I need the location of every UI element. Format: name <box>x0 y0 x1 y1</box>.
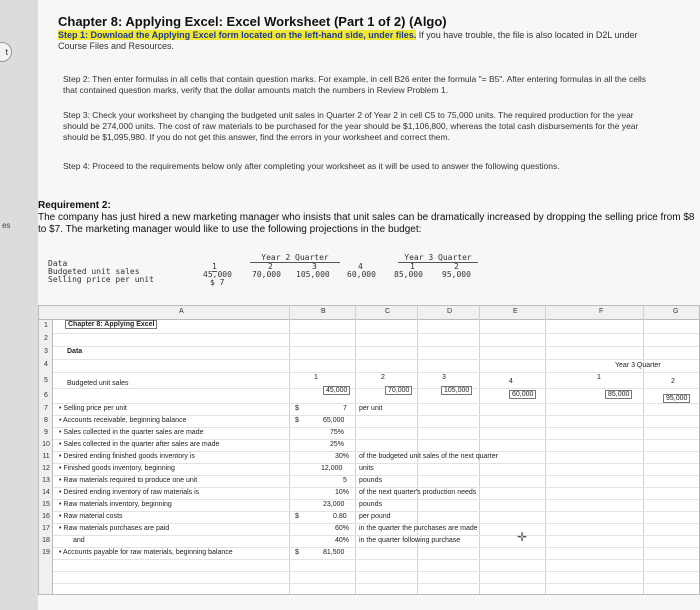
grid-line <box>39 439 699 440</box>
row-number[interactable]: 6 <box>44 392 48 399</box>
assumption-label[interactable]: • Accounts payable for raw materials, beginning balance <box>59 549 233 556</box>
grid-line <box>355 306 356 594</box>
assumption-label[interactable]: • Sales collected in the quarter after sales are made <box>59 441 220 448</box>
grid-line <box>39 583 699 584</box>
assumption-value[interactable]: 0.80 <box>333 513 347 520</box>
sales-value: 95,000 <box>442 270 471 279</box>
grid-line <box>39 523 699 524</box>
row-number[interactable]: 15 <box>42 501 50 508</box>
quarter-num: 1 <box>410 262 415 271</box>
grid-line <box>39 333 699 334</box>
grid-line <box>39 475 699 476</box>
grid-line <box>39 427 699 428</box>
assumption-value[interactable]: 25% <box>330 441 345 448</box>
edge-label: es <box>2 221 11 230</box>
requirement-text: The company has just hired a new marketing manager who insists that unit sales can be dramatically increased by dropping the selling price from $8 to $7. The marketing manager would like to use the following projections in the budget: <box>38 212 695 235</box>
grid-line <box>39 463 699 464</box>
assumption-value[interactable]: 75% <box>330 429 345 436</box>
spreadsheet <box>38 305 700 595</box>
assumption-value[interactable]: 23,000 <box>323 501 345 508</box>
dollar-sign: $ <box>295 417 299 424</box>
grid-line <box>39 359 699 360</box>
dollar-sign: $ <box>295 513 299 520</box>
column-header-a[interactable]: A <box>179 308 184 315</box>
grid-line <box>643 306 644 594</box>
column-header-d[interactable]: D <box>447 308 453 315</box>
row-number[interactable]: 18 <box>42 537 50 544</box>
assumption-value[interactable]: 40% <box>335 537 350 544</box>
assumption-value[interactable]: 5 <box>343 477 347 484</box>
assumption-value[interactable]: 65,000 <box>323 417 345 424</box>
assumption-label[interactable]: • Desired ending inventory of raw materials is <box>59 489 200 496</box>
assumption-note[interactable]: units <box>359 465 374 472</box>
row-number[interactable]: 9 <box>44 429 48 436</box>
budgeted-label-cell[interactable]: Budgeted unit sales <box>67 380 129 387</box>
grid-line <box>39 388 699 389</box>
step-2-text: Step 2: Then enter formulas in all cells that contain question marks. For example, in cell B26 enter the formula "= B5". After entering formulas in all the cells that contained question marks, verify that the dollar amounts match the numbers in Review Problem 1. <box>63 74 646 95</box>
sales-value: 45,000 <box>203 270 232 279</box>
projection-table <box>40 253 480 293</box>
sales-value: 60,000 <box>347 270 376 279</box>
quarter-num: 3 <box>312 262 317 271</box>
step-1-highlight: Step 1: Download the Applying Excel form located on the left-hand side, under files. <box>58 30 417 40</box>
row-number[interactable]: 5 <box>44 377 48 384</box>
column-header-c[interactable]: C <box>385 308 391 315</box>
data-cell[interactable]: Data <box>67 348 83 355</box>
dollar-sign: $ <box>295 549 299 556</box>
year3-quarter-cell[interactable]: Year 3 Quarter <box>615 362 661 369</box>
edge-circle-button[interactable]: t <box>0 42 12 62</box>
column-header-f[interactable]: F <box>599 308 604 315</box>
quarter-num: 4 <box>358 262 363 271</box>
assumption-label[interactable]: • Finished goods inventory, beginning <box>59 465 175 472</box>
sales-value: 85,000 <box>394 270 423 279</box>
column-header-bar <box>39 306 699 320</box>
row-number[interactable]: 3 <box>44 348 48 355</box>
price-value: $ 7 <box>210 278 225 287</box>
grid-line <box>545 306 546 594</box>
assumption-note[interactable]: in the quarter following purchase <box>359 537 461 544</box>
dollar-sign: $ <box>295 405 299 412</box>
assignment-page <box>38 0 700 610</box>
quarter-num: 2 <box>454 262 459 271</box>
assumption-label[interactable]: • Raw materials inventory, beginning <box>59 501 172 508</box>
step-3-text: Step 3: Check your worksheet by changing the budgeted unit sales in Quarter 2 of Year 2 in cell C5 to 75,000 units. The required production for the year should be 274,000 units. The cost of raw materials to be purchased for the year should be $1,106,800, whereas the total cash disbursements for the year should be $1,095,980. If you do not get this answer, find the errors in your worksheet and correct them. <box>63 110 639 142</box>
assumption-label[interactable]: • Desired ending finished goods inventory is <box>59 453 195 460</box>
assumption-value[interactable]: 60% <box>335 525 350 532</box>
row-number[interactable]: 13 <box>42 477 50 484</box>
page-title: Chapter 8: Applying Excel: Excel Worksheet (Part 1 of 2) (Algo) <box>58 14 447 29</box>
budgeted-value-cell[interactable]: 45,000 <box>323 386 350 395</box>
column-header-g[interactable]: G <box>673 308 679 315</box>
assumption-note[interactable]: of the budgeted unit sales of the next quarter <box>359 453 498 460</box>
assumption-label[interactable]: • Raw material costs <box>59 513 123 520</box>
row-number[interactable]: 11 <box>42 453 50 460</box>
projection-data-label: Data <box>48 259 68 268</box>
budgeted-value-cell[interactable]: 60,000 <box>509 390 536 399</box>
assumption-label[interactable]: • Sales collected in the quarter sales are made <box>59 429 204 436</box>
grid-line <box>39 571 699 572</box>
quarter-num-cell[interactable]: 4 <box>509 378 513 385</box>
budgeted-unit-sales-label: Budgeted unit sales <box>48 267 140 276</box>
assumption-value[interactable]: 30% <box>335 453 350 460</box>
step-1-text <box>58 30 658 52</box>
quarter-num-cell[interactable]: 2 <box>671 378 675 385</box>
sales-value: 70,000 <box>252 270 281 279</box>
quarter-num: 2 <box>268 262 273 271</box>
row-number[interactable]: 14 <box>42 489 50 496</box>
quarter-num-cell[interactable]: 3 <box>442 374 446 381</box>
row-number[interactable]: 19 <box>42 549 50 556</box>
assumption-note[interactable]: per unit <box>359 405 383 412</box>
row-number[interactable]: 16 <box>42 513 50 520</box>
grid-line <box>39 372 699 373</box>
assumption-note[interactable]: of the next quarter's production needs <box>359 489 477 496</box>
grid-line <box>39 535 699 536</box>
quarter-num: 1 <box>212 262 217 271</box>
grid-line <box>39 547 699 548</box>
sheet-title-cell[interactable]: Chapter 8: Applying Excel <box>65 320 157 329</box>
selling-price-label: Selling price per unit <box>48 275 154 284</box>
cell-cursor-plus-icon: ✛ <box>517 530 528 544</box>
quarter-num-cell[interactable]: 1 <box>597 374 601 381</box>
budgeted-value-cell[interactable]: 85,000 <box>605 390 632 399</box>
row-number[interactable]: 17 <box>42 525 50 532</box>
requirement-title: Requirement 2: <box>38 200 111 211</box>
row-number[interactable]: 4 <box>44 361 48 368</box>
grid-line <box>479 306 480 594</box>
budgeted-value-cell[interactable]: 105,000 <box>441 386 472 395</box>
budgeted-value-cell[interactable]: 95,000 <box>663 394 690 403</box>
grid-line <box>289 306 290 594</box>
assumption-label[interactable]: • Raw materials purchases are paid <box>59 525 170 532</box>
assumption-value[interactable]: 12,000 <box>321 465 343 472</box>
quarter-num-cell[interactable]: 2 <box>381 374 385 381</box>
assumption-label[interactable]: • Selling price per unit <box>59 405 127 412</box>
grid-line <box>39 559 699 560</box>
assumption-label[interactable]: • Accounts receivable, beginning balance <box>59 417 187 424</box>
assumption-label[interactable]: and <box>73 537 85 544</box>
grid-line <box>39 487 699 488</box>
grid-line <box>39 499 699 500</box>
quarter-num-cell[interactable]: 1 <box>314 374 318 381</box>
assumption-label[interactable]: • Raw materials required to produce one unit <box>59 477 198 484</box>
grid-line <box>39 415 699 416</box>
assumption-note[interactable]: in the quarter the purchases are made <box>359 525 478 532</box>
column-header-b[interactable]: B <box>321 308 326 315</box>
assumption-note[interactable]: per pound <box>359 513 391 520</box>
assumption-value[interactable]: 7 <box>343 405 347 412</box>
row-number[interactable]: 7 <box>44 405 48 412</box>
column-header-e[interactable]: E <box>513 308 518 315</box>
assumption-note[interactable]: pounds <box>359 477 382 484</box>
left-edge-strip <box>0 0 38 610</box>
assumption-value[interactable]: 81,500 <box>323 549 345 556</box>
row-number[interactable]: 2 <box>44 335 48 342</box>
year3-header: Year 3 Quarter <box>398 253 478 263</box>
grid-line <box>39 346 699 347</box>
assumption-value[interactable]: 10% <box>335 489 350 496</box>
budgeted-value-cell[interactable]: 70,000 <box>385 386 412 395</box>
step-4-text: Step 4: Proceed to the requirements below only after completing your worksheet as it will be used to answer the following questions. <box>63 161 560 171</box>
year2-header: Year 2 Quarter <box>250 253 340 263</box>
row-number[interactable]: 8 <box>44 417 48 424</box>
assumption-note[interactable]: pounds <box>359 501 382 508</box>
row-header-bar <box>39 320 53 594</box>
row-number[interactable]: 10 <box>42 441 50 448</box>
grid-line <box>39 451 699 452</box>
grid-line <box>39 403 699 404</box>
row-number[interactable]: 1 <box>44 322 48 329</box>
sales-value: 105,000 <box>296 270 330 279</box>
row-number[interactable]: 12 <box>42 465 50 472</box>
step-1-rest: If you have trouble, the file is also located in D2L under Course Files and Resources. <box>58 30 638 51</box>
grid-line <box>417 306 418 594</box>
requirement-2 <box>38 200 700 236</box>
grid-line <box>39 511 699 512</box>
